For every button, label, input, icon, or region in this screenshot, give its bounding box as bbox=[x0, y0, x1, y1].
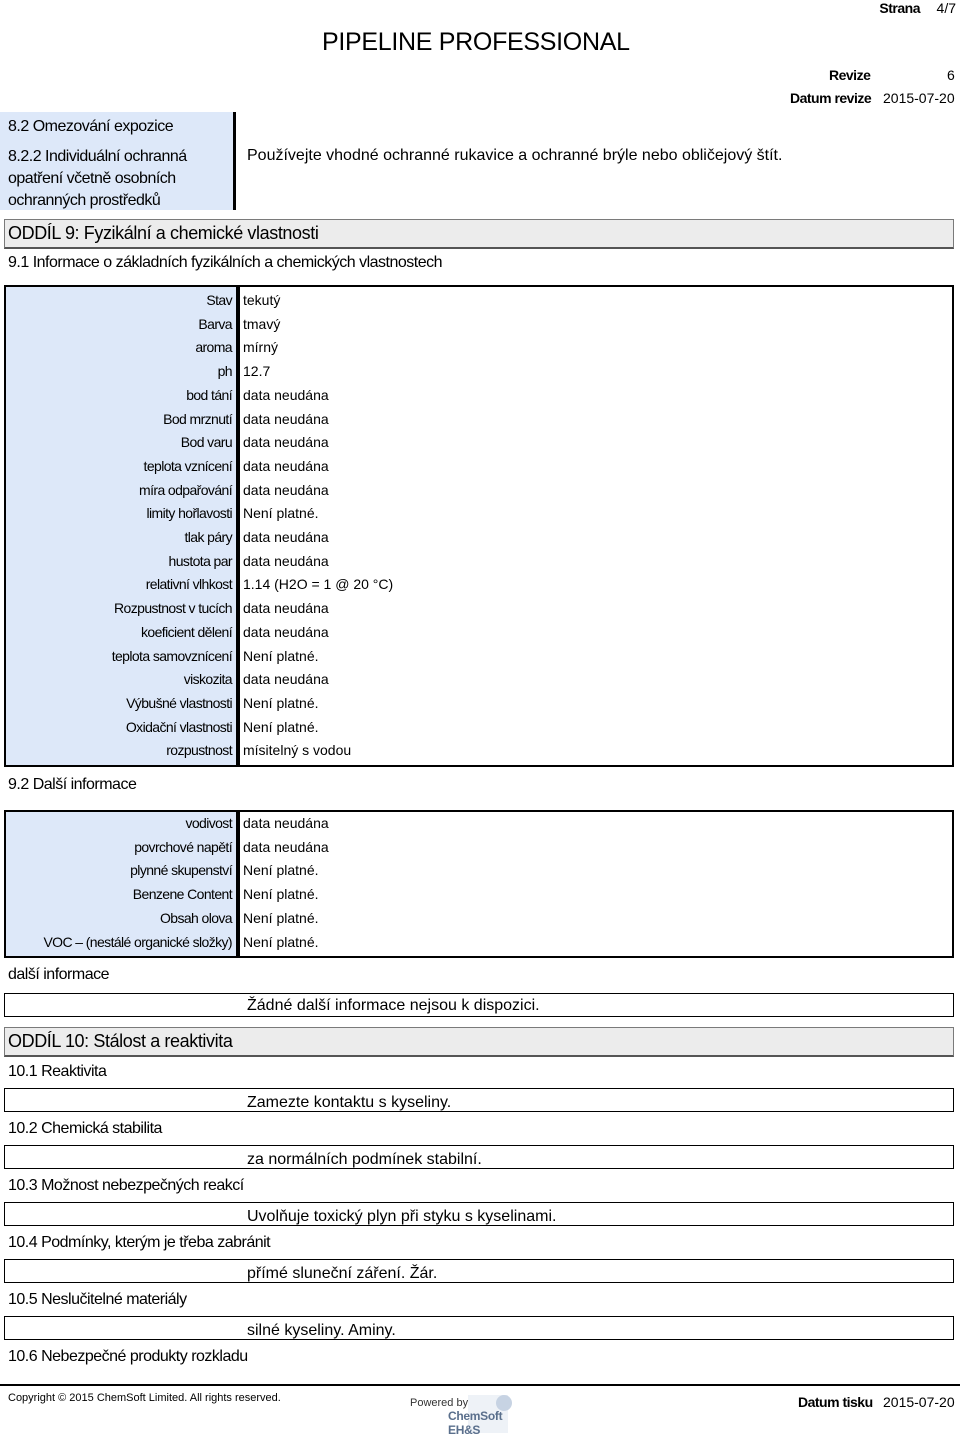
product-title: PIPELINE PROFESSIONAL bbox=[322, 28, 630, 56]
property-name: vodivost bbox=[185, 815, 232, 831]
footer-divider bbox=[0, 1384, 960, 1386]
chemsoft-logo bbox=[408, 1393, 530, 1435]
subsection-9-1-title: 9.1 Informace o základních fyzikálních a chemických vlastnostech bbox=[8, 254, 442, 271]
section10-item-label: 10.3 Možnost nebezpečných reakcí bbox=[8, 1177, 244, 1194]
revision-date-value: 2015-07-20 bbox=[883, 90, 955, 106]
section10-item-value: přímé sluneční záření. Žár. bbox=[247, 1265, 438, 1282]
property-row bbox=[6, 292, 952, 315]
section10-item-label: 10.6 Nebezpečné produkty rozkladu bbox=[8, 1348, 248, 1365]
property-row bbox=[6, 363, 952, 386]
property-name: Obsah olova bbox=[159, 909, 232, 926]
property-row bbox=[6, 458, 952, 481]
property-name: Oxidační vlastnosti bbox=[125, 718, 232, 735]
property-name: míra odpařování bbox=[139, 481, 232, 498]
property-row bbox=[6, 886, 952, 909]
property-row bbox=[6, 316, 952, 339]
property-value: data neudána bbox=[243, 481, 329, 498]
property-row bbox=[6, 624, 952, 647]
property-name: limity hořlavosti bbox=[146, 505, 232, 522]
section10-value-box bbox=[4, 1316, 954, 1340]
property-row bbox=[6, 695, 952, 718]
property-name: Barva bbox=[198, 315, 232, 332]
page-label: Strana bbox=[879, 0, 920, 16]
other-properties-table bbox=[4, 810, 954, 958]
print-date-label: Datum tisku bbox=[798, 1394, 873, 1410]
section10-header bbox=[4, 1027, 954, 1057]
property-row bbox=[6, 839, 952, 862]
property-name: Rozpustnost v tucích bbox=[114, 600, 232, 617]
further-info-label: další informace bbox=[8, 966, 109, 983]
section10-item-label: 10.5 Neslučitelné materiály bbox=[8, 1291, 187, 1308]
property-value: data neudána bbox=[243, 410, 329, 427]
section10-title: ODDÍL 10: Stálost a reaktivita bbox=[8, 1031, 233, 1051]
logo-brand: ChemSoft EH&S bbox=[448, 1409, 503, 1437]
property-value: Není platné. bbox=[243, 694, 319, 711]
property-row bbox=[6, 529, 952, 552]
property-name: relativní vlhkost bbox=[145, 576, 232, 593]
property-row bbox=[6, 411, 952, 434]
property-value: Není platné. bbox=[243, 886, 319, 903]
section9-title: ODDÍL 9: Fyzikální a chemické vlastnosti bbox=[8, 223, 319, 243]
exposure-controls-label: 8.2 Omezování expozice bbox=[8, 118, 174, 135]
section10-value-box bbox=[4, 1259, 954, 1283]
property-value: data neudána bbox=[243, 623, 329, 640]
property-value: data neudána bbox=[243, 386, 329, 403]
property-name: ph bbox=[217, 363, 232, 380]
property-value: data neudána bbox=[243, 600, 329, 617]
property-value: data neudána bbox=[243, 671, 329, 688]
section10-item-value: Zamezte kontaktu s kyseliny. bbox=[247, 1094, 452, 1111]
property-value: data neudána bbox=[243, 552, 329, 569]
property-name: plynné skupenství bbox=[130, 862, 232, 879]
ppe-value: Používejte vhodné ochranné rukavice a ochranné brýle nebo obličejový štít. bbox=[247, 147, 783, 164]
property-name: bod tání bbox=[186, 386, 232, 403]
property-row bbox=[6, 742, 952, 765]
property-name: viskozita bbox=[183, 671, 232, 688]
section10-value-box bbox=[4, 1088, 954, 1112]
property-value: 1.14 (H2O = 1 @ 20 °C) bbox=[243, 576, 394, 593]
section10-item-label: 10.2 Chemická stabilita bbox=[8, 1120, 162, 1137]
property-value: mísitelný s vodou bbox=[243, 742, 352, 759]
revision-value: 6 bbox=[947, 67, 955, 83]
section10-item-value: Uvolňuje toxický plyn při styku s kyselinami. bbox=[247, 1208, 557, 1225]
property-row bbox=[6, 482, 952, 505]
property-value: Není platné. bbox=[243, 505, 319, 522]
property-row bbox=[6, 910, 952, 933]
property-name: Bod varu bbox=[180, 434, 232, 451]
further-info-value: Žádné další informace nejsou k dispozici. bbox=[247, 997, 540, 1014]
property-row bbox=[6, 434, 952, 457]
property-row bbox=[6, 671, 952, 694]
property-row bbox=[6, 934, 952, 957]
property-name: VOC – (nestálé organické složky) bbox=[43, 933, 232, 950]
property-row bbox=[6, 576, 952, 599]
subsection-9-2-title: 9.2 Další informace bbox=[8, 776, 137, 793]
section10-item-label: 10.1 Reaktivita bbox=[8, 1063, 107, 1080]
property-row bbox=[6, 387, 952, 410]
property-value: data neudána bbox=[243, 434, 329, 451]
property-name: povrchové napětí bbox=[134, 838, 232, 855]
property-row bbox=[6, 719, 952, 742]
property-value: tmavý bbox=[243, 315, 281, 332]
property-name: Benzene Content bbox=[132, 886, 232, 903]
property-row bbox=[6, 600, 952, 623]
property-row bbox=[6, 815, 952, 838]
property-name: Stav bbox=[206, 292, 232, 308]
property-value: data neudána bbox=[243, 815, 329, 831]
property-value: data neudána bbox=[243, 529, 329, 545]
section9-header bbox=[4, 219, 954, 249]
ppe-label: 8.2.2 Individuální ochranná opatření včetně osobních ochranných prostředků bbox=[8, 148, 187, 209]
basic-properties-table bbox=[4, 285, 954, 767]
property-name: hustota par bbox=[168, 552, 232, 569]
copyright-text: Copyright © 2015 ChemSoft Limited. All rights reserved. bbox=[8, 1392, 281, 1404]
property-value: mírný bbox=[243, 339, 278, 356]
property-value: 12.7 bbox=[243, 363, 271, 380]
print-date-value: 2015-07-20 bbox=[883, 1394, 955, 1410]
section10-item-value: silné kyseliny. Aminy. bbox=[247, 1322, 396, 1339]
property-value: tekutý bbox=[243, 292, 281, 308]
logo-powered-by: Powered by bbox=[410, 1397, 469, 1409]
page-number: 4/7 bbox=[936, 0, 956, 16]
property-value: data neudána bbox=[243, 457, 329, 474]
property-name: teplota samovznícení bbox=[111, 647, 232, 664]
property-value: Není platné. bbox=[243, 647, 319, 664]
revision-date-label: Datum revize bbox=[790, 90, 872, 106]
property-value: data neudána bbox=[243, 838, 329, 855]
property-name: teplota vznícení bbox=[143, 457, 232, 474]
property-row bbox=[6, 553, 952, 576]
property-row bbox=[6, 648, 952, 671]
property-name: koeficient dělení bbox=[141, 623, 232, 640]
property-name: Bod mrznutí bbox=[163, 410, 232, 427]
property-name: aroma bbox=[195, 339, 232, 356]
property-row bbox=[6, 339, 952, 362]
section10-item-value: za normálních podmínek stabilní. bbox=[247, 1151, 482, 1168]
property-value: Není platné. bbox=[243, 933, 319, 950]
property-value: Není platné. bbox=[243, 718, 319, 735]
property-row bbox=[6, 505, 952, 528]
property-name: rozpustnost bbox=[166, 742, 232, 759]
revision-label: Revize bbox=[829, 67, 871, 83]
property-row bbox=[6, 862, 952, 885]
property-name: tlak páry bbox=[184, 529, 232, 545]
property-value: Není platné. bbox=[243, 862, 319, 879]
property-value: Není platné. bbox=[243, 909, 319, 926]
section10-item-label: 10.4 Podmínky, kterým je třeba zabránit bbox=[8, 1234, 271, 1251]
property-name: Výbušné vlastnosti bbox=[126, 694, 232, 711]
